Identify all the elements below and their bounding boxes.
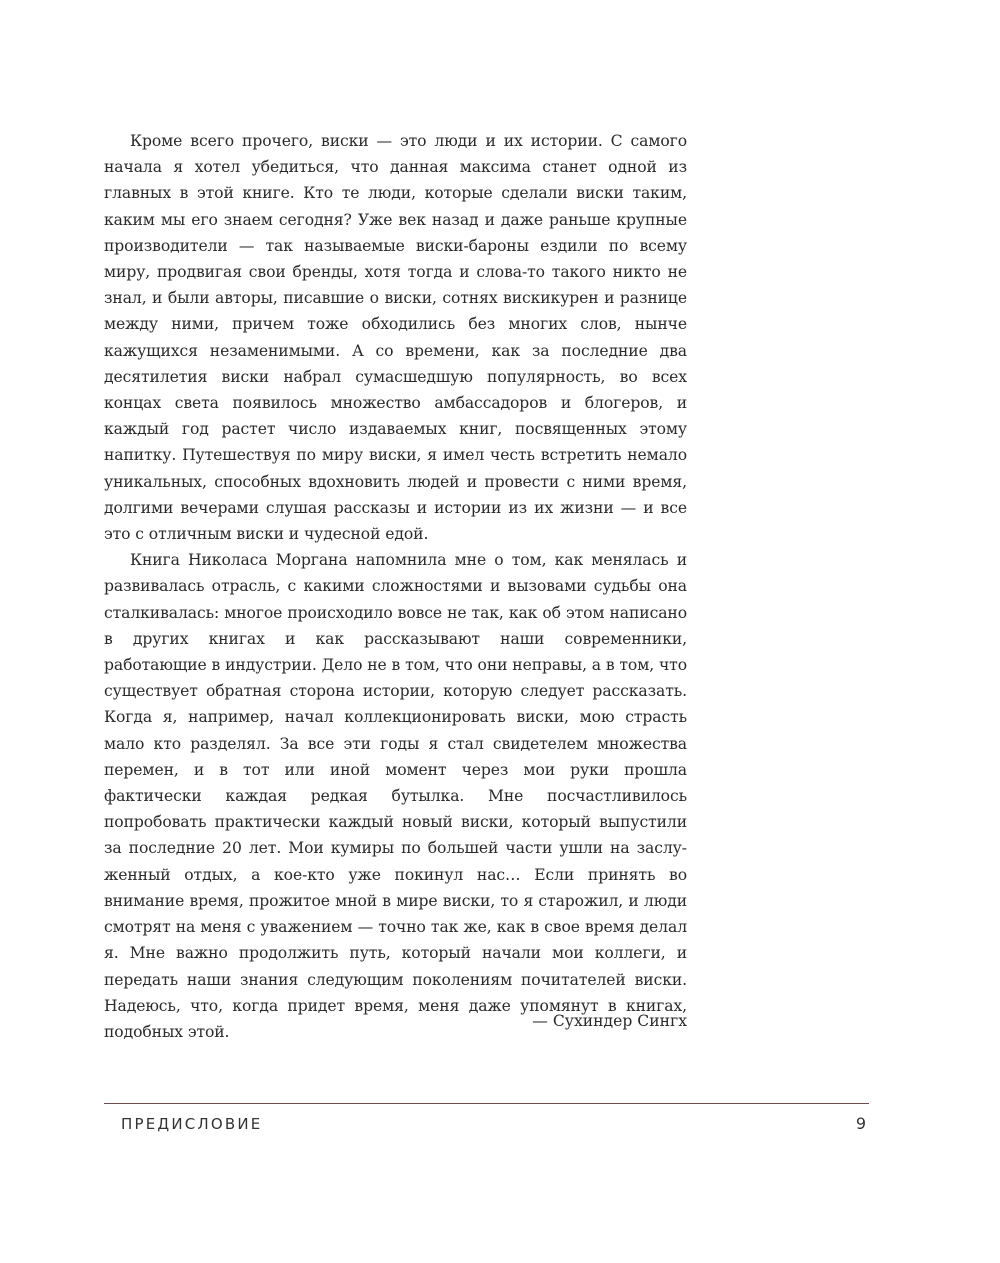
author-attribution: — Сухиндер Сингх (532, 1012, 687, 1030)
paragraph-1: Кроме всего прочего, виски — это люди и их истории. С самого начала я хотел убедиться, что данная максима станет одной из главных в этой книге. Кто те люди, которые сделали виски таким, каким мы его знаем сегодня? Уже век назад и даже раньше крупные производители — так называемые виски-бароны ездили по всему миру, продвигая свои бренды, хотя тогда и слова-то такого никто не знал, и были авторы, писавшие о виски, сотнях вискикурен и разнице между ними, причем тоже обходились без многих слов, нынче кажущихся незаменимыми. А со времени, как за последние два десятилетия виски набрал сумасшедшую популярность, во всех концах света появилось множество амбассадоров и блогеров, и каждый год растет число издаваемых книг, посвященных этому напитку. Путешествуя по миру виски, я имел честь встретить немало уникальных, способных вдохновить людей и провести с ними время, долгими вечерами слушая рассказы и истории из их жизни — и все это с отличным виски и чудесной едой. (104, 132, 687, 544)
running-footer-section: ПРЕДИСЛОВИЕ (121, 1115, 263, 1133)
footer-divider (104, 1103, 869, 1104)
body-text (104, 128, 687, 1045)
page-number: 9 (855, 1114, 866, 1133)
paragraph-2: Книга Николаса Моргана напомнила мне о том, как менялась и развивалась отрасль, с какими сложностями и вызовами судьбы она сталкивалась: многое происходило вовсе не так, как об этом написано в других книгах и как рассказывают наши современники, работающие в индустрии. Дело не в том, что они неправы, а в том, что существует обратная сторона истории, которую следует рассказать. Когда я, например, начал коллекционировать виски, мою страсть мало кто разделял. За все эти годы я стал свидетелем множества перемен, и в тот или иной момент через мои руки прошла фактически каждая редкая бутылка. Мне посчастливилось попробовать практически каждый новый виски, который выпустили за последние 20 лет. Мои кумиры по большей части ушли на заслуженный отдых, а кое-кто уже покинул нас… Если принять во внимание время, прожитое мной в мире виски, то я старожил, и люди смотрят на меня с уважением — точно так же, как в свое время делал я. Мне важно продолжить путь, который начали мои коллеги, и передать наши знания следующим поколениям почитателей виски. Надеюсь, что, когда придет время, меня даже упомянут в книгах, подобных этой. (104, 551, 687, 1041)
